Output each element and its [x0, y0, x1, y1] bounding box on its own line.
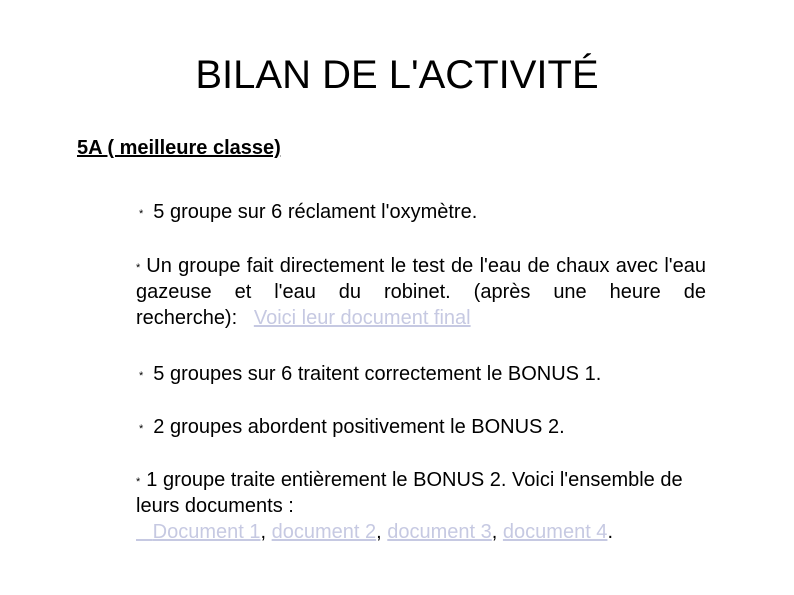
document-2-link[interactable]: document 2	[271, 521, 377, 543]
link-separator: ,	[260, 521, 272, 543]
bullet-text: 2 groupes abordent positivement le BONUS 2.	[153, 416, 565, 438]
document-1-link[interactable]: Document 1	[152, 521, 261, 543]
page-title: BILAN DE L'ACTIVITÉ	[195, 53, 599, 97]
bullet-text: 5 groupes sur 6 traitent correctement le BONUS 1.	[153, 363, 602, 385]
bullet-text: 5 groupe sur 6 réclament l'oxymètre.	[153, 201, 478, 223]
bullet-item	[139, 199, 477, 225]
bullet-item	[139, 414, 565, 440]
bullet-item	[139, 361, 601, 387]
bullet-item	[136, 253, 706, 331]
asterisk-icon: *	[139, 208, 144, 220]
document-3-link[interactable]: document 3	[387, 521, 492, 543]
final-document-link[interactable]: Voici leur document final	[253, 307, 471, 329]
link-end-punctuation: .	[607, 521, 613, 543]
link-separator: ,	[376, 521, 388, 543]
bullet-item	[136, 467, 716, 545]
document-4-link[interactable]: document 4	[502, 521, 608, 543]
class-heading: 5A ( meilleure classe)	[77, 137, 281, 159]
asterisk-icon: *	[136, 262, 141, 274]
asterisk-icon: *	[139, 423, 144, 435]
bullet-text: Un groupe fait directement le test de l'eau de chaux avec l'eau gazeuse et l'eau du robinet. (après une heure de recherche):	[136, 255, 706, 329]
asterisk-icon: *	[139, 370, 144, 382]
link-separator: ,	[491, 521, 503, 543]
asterisk-icon: *	[136, 476, 141, 488]
bullet-text: 1 groupe traite entièrement le BONUS 2. Voici l'ensemble de leurs documents :	[136, 469, 683, 517]
